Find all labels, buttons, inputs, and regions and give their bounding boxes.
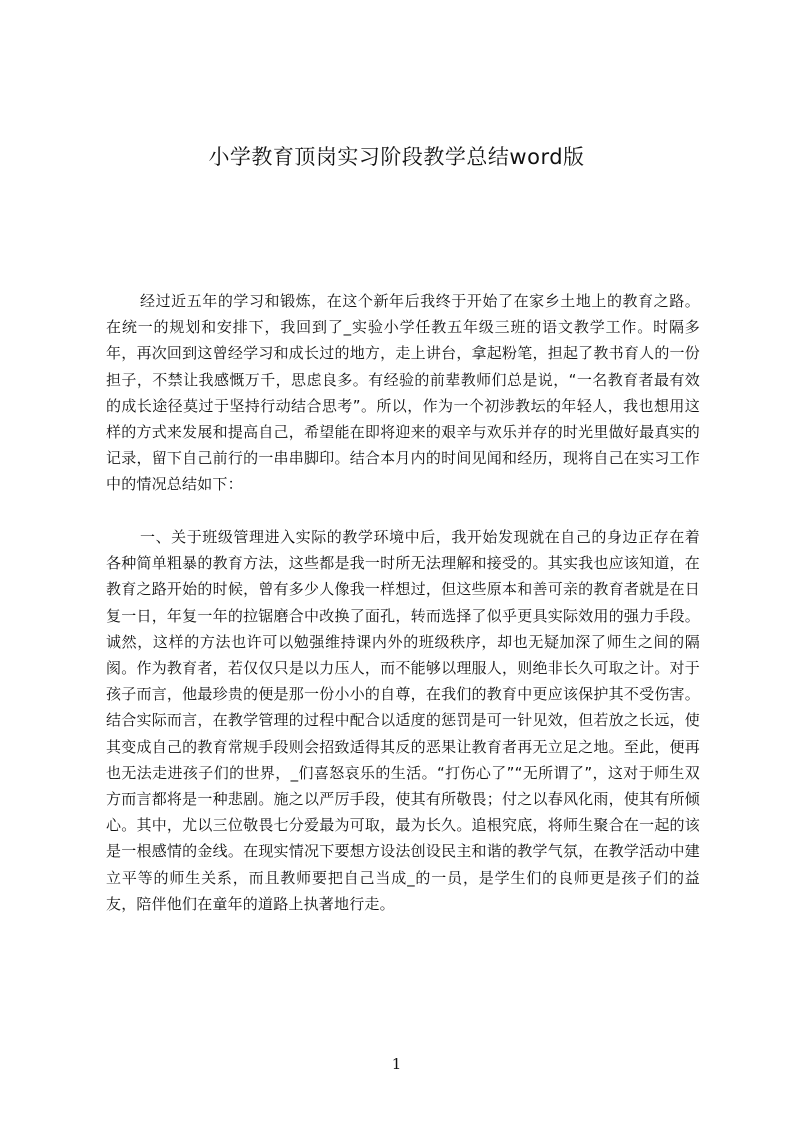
paragraph-intro: 经过近五年的学习和锻炼，在这个新年后我终于开始了在家乡土地上的教育之路。在统一的规划和安排下，我回到了_实验小学任教五年级三班的语文教学工作。时隔多年，再次回到这曾经学习和成长过的地方，走上讲台，拿起粉笔，担起了教书育人的一份担子，不禁让我感慨万千，思虑良多。有经验的前辈教师们总是说，“一名教育者最有效的成长途径莫过于坚持行动结合思考”。所以，作为一个初涉教坛的年轻人，我也想用这样的方式来发展和提高自己，希望能在即将迎来的艰辛与欢乐并存的时光里做好最真实的记录，留下自己前行的一串串脚印。结合本月内的时间见闻和经历，现将自己在实习工作中的情况总结如下： — [106, 292, 700, 494]
page-number: 1 — [391, 1055, 402, 1073]
paragraph-class-management: 一、关于班级管理进入实际的教学环境中后，我开始发现就在自己的身边正存在着各种简单粗暴的教育方法，这些都是我一时所无法理解和接受的。其实我也应该知道，在教育之路开始的时候，曾有多少人像我一样想过，但这些原本和善可亲的教育者就是在日复一日，年复一年的拉锯磨合中改换了面孔，转而选择了似乎更具实际效用的强力手段。诚然，这样的方法也许可以勉强维持课内外的班级秩序，却也无疑加深了师生之间的隔阂。作为教育者，若仅仅只是以力压人，而不能够以理服人，则绝非长久可取之计。对于孩子而言，他最珍贵的便是那一份小小的自尊，在我们的教育中更应该保护其不受伤害。结合实际而言，在教学管理的过程中配合以适度的惩罚是可一针见效，但若放之长远，使其变成自己的教育常规手段则会招致适得其反的恶果让教育者再无立足之地。至此，便再也无法走进孩子们的世界，_们喜怒哀乐的生活。“打伤心了”“无所谓了”，这对于师生双方而言都将是一种悲剧。施之以严厉手段，使其有所敬畏；付之以春风化雨，使其有所倾心。其中，尤以三位敬畏七分爱最为可取，最为长久。追根究底，将师生聚合在一起的该是一根感情的金线。在现实情况下要想方设法创设民主和谐的教学气氛，在教学活动中建立平等的师生关系，而且教师要把自己当成_的一员，是学生们的良师更是孩子们的益友，陪伴他们在童年的道路上执著地行走。 — [106, 528, 700, 913]
document-title: 小学教育顶岗实习阶段教学总结word版 — [208, 145, 585, 169]
